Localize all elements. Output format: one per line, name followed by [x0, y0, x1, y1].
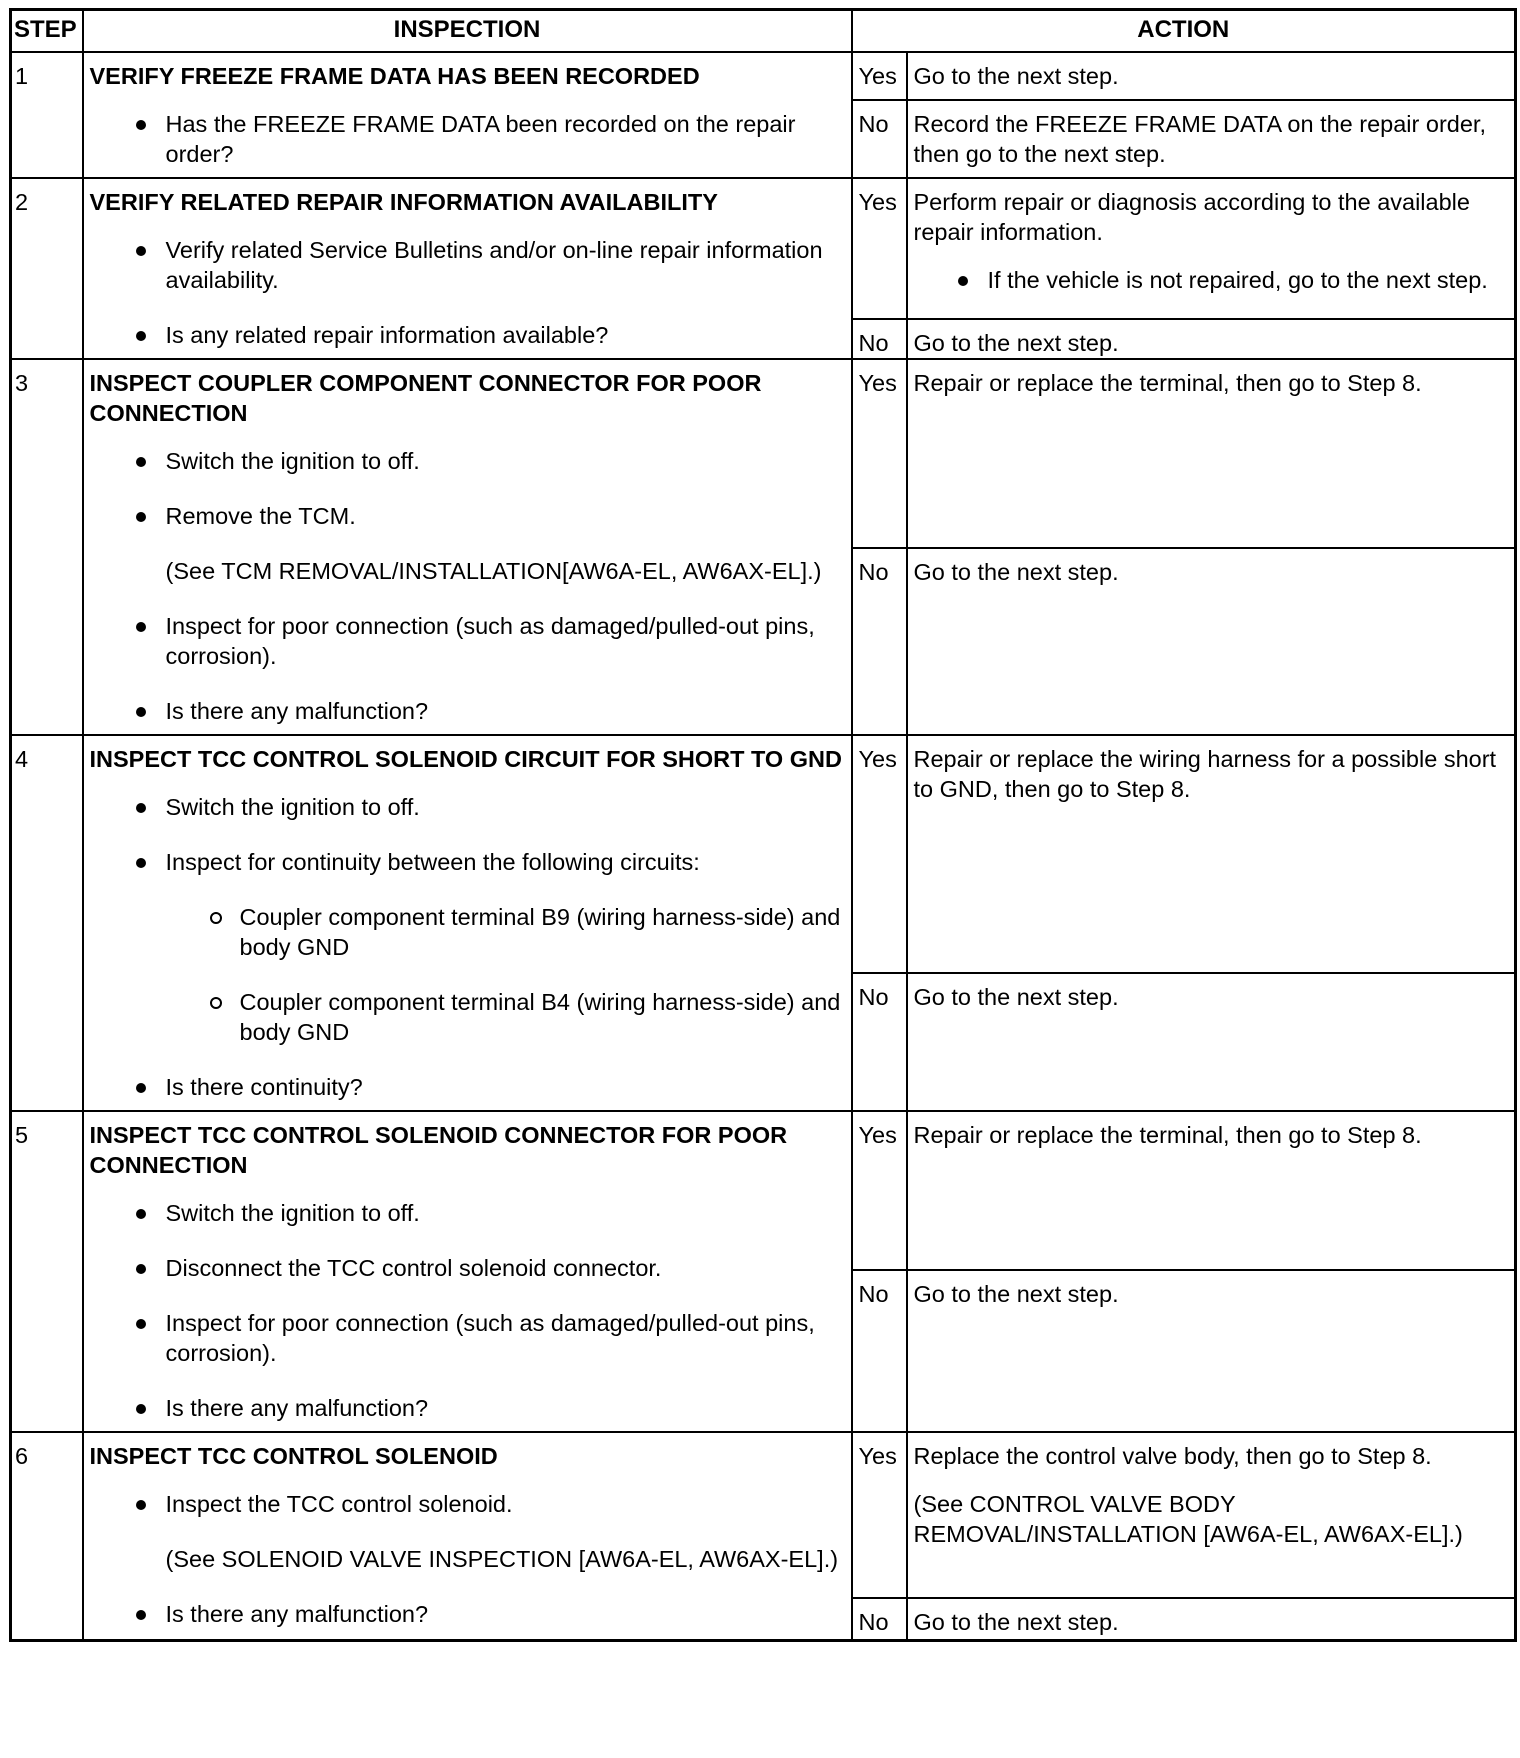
inspection-title: INSPECT TCC CONTROL SOLENOID [89, 1443, 498, 1469]
yes-label: Yes [852, 359, 907, 548]
reference-text: (See SOLENOID VALVE INSPECTION [AW6A-EL, AW6AX-EL].) [165, 1546, 839, 1572]
circuit-list [166, 902, 843, 1047]
inspection-bullets [90, 792, 843, 1102]
inspection-bullet: Disconnect the TCC control solenoid connector. [166, 1253, 843, 1283]
inspection-bullet: Is there continuity? [166, 1072, 843, 1102]
inspection-bullet: Inspect for poor connection (such as damaged/pulled-out pins, corrosion). [166, 611, 843, 671]
step-number: 3 [11, 359, 83, 735]
yes-label: Yes [852, 735, 907, 973]
inspection-bullet-text: Inspect for continuity between the following circuits: [165, 849, 700, 875]
no-label: No [852, 1598, 907, 1640]
yes-action: Repair or replace the terminal, then go to Step 8. [907, 1111, 1516, 1270]
inspection-bullets [90, 109, 843, 169]
step-number: 4 [11, 735, 83, 1111]
inspection-bullet: Inspect for poor connection (such as damaged/pulled-out pins, corrosion). [166, 1308, 843, 1368]
inspection-bullet: Is any related repair information available? [166, 320, 843, 350]
no-action: Go to the next step. [907, 1598, 1516, 1640]
inspection-bullet: Has the FREEZE FRAME DATA been recorded on the repair order? [166, 109, 843, 169]
diagnostic-procedure-sheet [9, 8, 1514, 1755]
yes-label: Yes [852, 1111, 907, 1270]
no-label: No [852, 973, 907, 1111]
inspection-bullet-text: Remove the TCM. [165, 503, 356, 529]
inspection-bullet: Switch the ignition to off. [166, 792, 843, 822]
step-3-yes-row [11, 359, 1516, 548]
inspection-cell [83, 735, 852, 1111]
no-label: No [852, 319, 907, 359]
inspection-title: INSPECT TCC CONTROL SOLENOID CIRCUIT FOR SHORT TO GND [89, 746, 842, 772]
inspection-title: VERIFY RELATED REPAIR INFORMATION AVAILABILITY [89, 189, 718, 215]
inspection-bullets [90, 446, 843, 726]
inspection-cell [83, 1432, 852, 1640]
inspection-title: INSPECT COUPLER COMPONENT CONNECTOR FOR POOR CONNECTION [89, 370, 762, 426]
inspection-column-header: INSPECTION [83, 10, 852, 53]
no-label: No [852, 100, 907, 178]
yes-label: Yes [852, 52, 907, 100]
yes-action: Repair or replace the terminal, then go to Step 8. [907, 359, 1516, 548]
step-number: 5 [11, 1111, 83, 1432]
no-label: No [852, 1270, 907, 1432]
inspection-cell [83, 178, 852, 359]
inspection-bullet: Switch the ignition to off. [166, 446, 843, 476]
inspection-bullet: Is there any malfunction? [166, 1599, 843, 1629]
step-number: 2 [11, 178, 83, 359]
yes-action: Replace the control valve body, then go to Step 8. [913, 1443, 1432, 1469]
yes-action: Repair or replace the wiring harness for a possible short to GND, then go to Step 8. [907, 735, 1516, 973]
inspection-bullets [90, 235, 843, 350]
no-action: Go to the next step. [907, 548, 1516, 735]
inspection-bullet-with-reference [166, 1489, 843, 1574]
inspection-bullets [90, 1489, 843, 1629]
inspection-bullet-text: Inspect the TCC control solenoid. [165, 1491, 513, 1517]
inspection-bullet: Verify related Service Bulletins and/or on-line repair information availability. [166, 235, 843, 295]
yes-action: Go to the next step. [907, 52, 1516, 100]
inspection-cell [83, 1111, 852, 1432]
inspection-bullet: Is there any malfunction? [166, 696, 843, 726]
step-2-yes-row [11, 178, 1516, 319]
yes-action-cell [907, 178, 1516, 319]
inspection-title: INSPECT TCC CONTROL SOLENOID CONNECTOR FOR POOR CONNECTION [89, 1122, 788, 1178]
yes-action: Perform repair or diagnosis according to the available repair information. [913, 189, 1470, 245]
inspection-bullets [90, 1198, 843, 1423]
circuit-item: Coupler component terminal B4 (wiring harness-side) and body GND [240, 987, 843, 1047]
step-column-header: STEP [11, 10, 83, 53]
no-action: Record the FREEZE FRAME DATA on the repair order, then go to the next step. [907, 100, 1516, 178]
inspection-bullet-with-subitems [166, 847, 843, 1047]
no-action: Go to the next step. [907, 973, 1516, 1111]
step-number: 1 [11, 52, 83, 178]
step-5-yes-row [11, 1111, 1516, 1270]
inspection-bullet-with-reference [166, 501, 843, 586]
action-column-header: ACTION [852, 10, 1516, 53]
yes-action-bullet: If the vehicle is not repaired, go to the next step. [988, 265, 1507, 295]
diagnostic-table [9, 8, 1517, 1642]
reference-text: (See CONTROL VALVE BODY REMOVAL/INSTALLATION [AW6A-EL, AW6AX-EL].) [913, 1491, 1463, 1547]
step-number: 6 [11, 1432, 83, 1640]
yes-action-cell [907, 1432, 1516, 1598]
yes-label: Yes [852, 178, 907, 319]
inspection-bullet: Is there any malfunction? [166, 1393, 843, 1423]
step-6-yes-row [11, 1432, 1516, 1598]
no-action: Go to the next step. [907, 319, 1516, 359]
inspection-cell [83, 52, 852, 178]
reference-text: (See TCM REMOVAL/INSTALLATION[AW6A-EL, AW6AX-EL].) [165, 558, 822, 584]
step-4-yes-row [11, 735, 1516, 973]
no-label: No [852, 548, 907, 735]
step-1-yes-row [11, 52, 1516, 100]
no-action: Go to the next step. [907, 1270, 1516, 1432]
header-row [11, 10, 1516, 53]
yes-action-bullets [914, 265, 1507, 295]
inspection-title: VERIFY FREEZE FRAME DATA HAS BEEN RECORDED [89, 63, 700, 89]
inspection-bullet: Switch the ignition to off. [166, 1198, 843, 1228]
inspection-cell [83, 359, 852, 735]
yes-label: Yes [852, 1432, 907, 1598]
circuit-item: Coupler component terminal B9 (wiring harness-side) and body GND [240, 902, 843, 962]
